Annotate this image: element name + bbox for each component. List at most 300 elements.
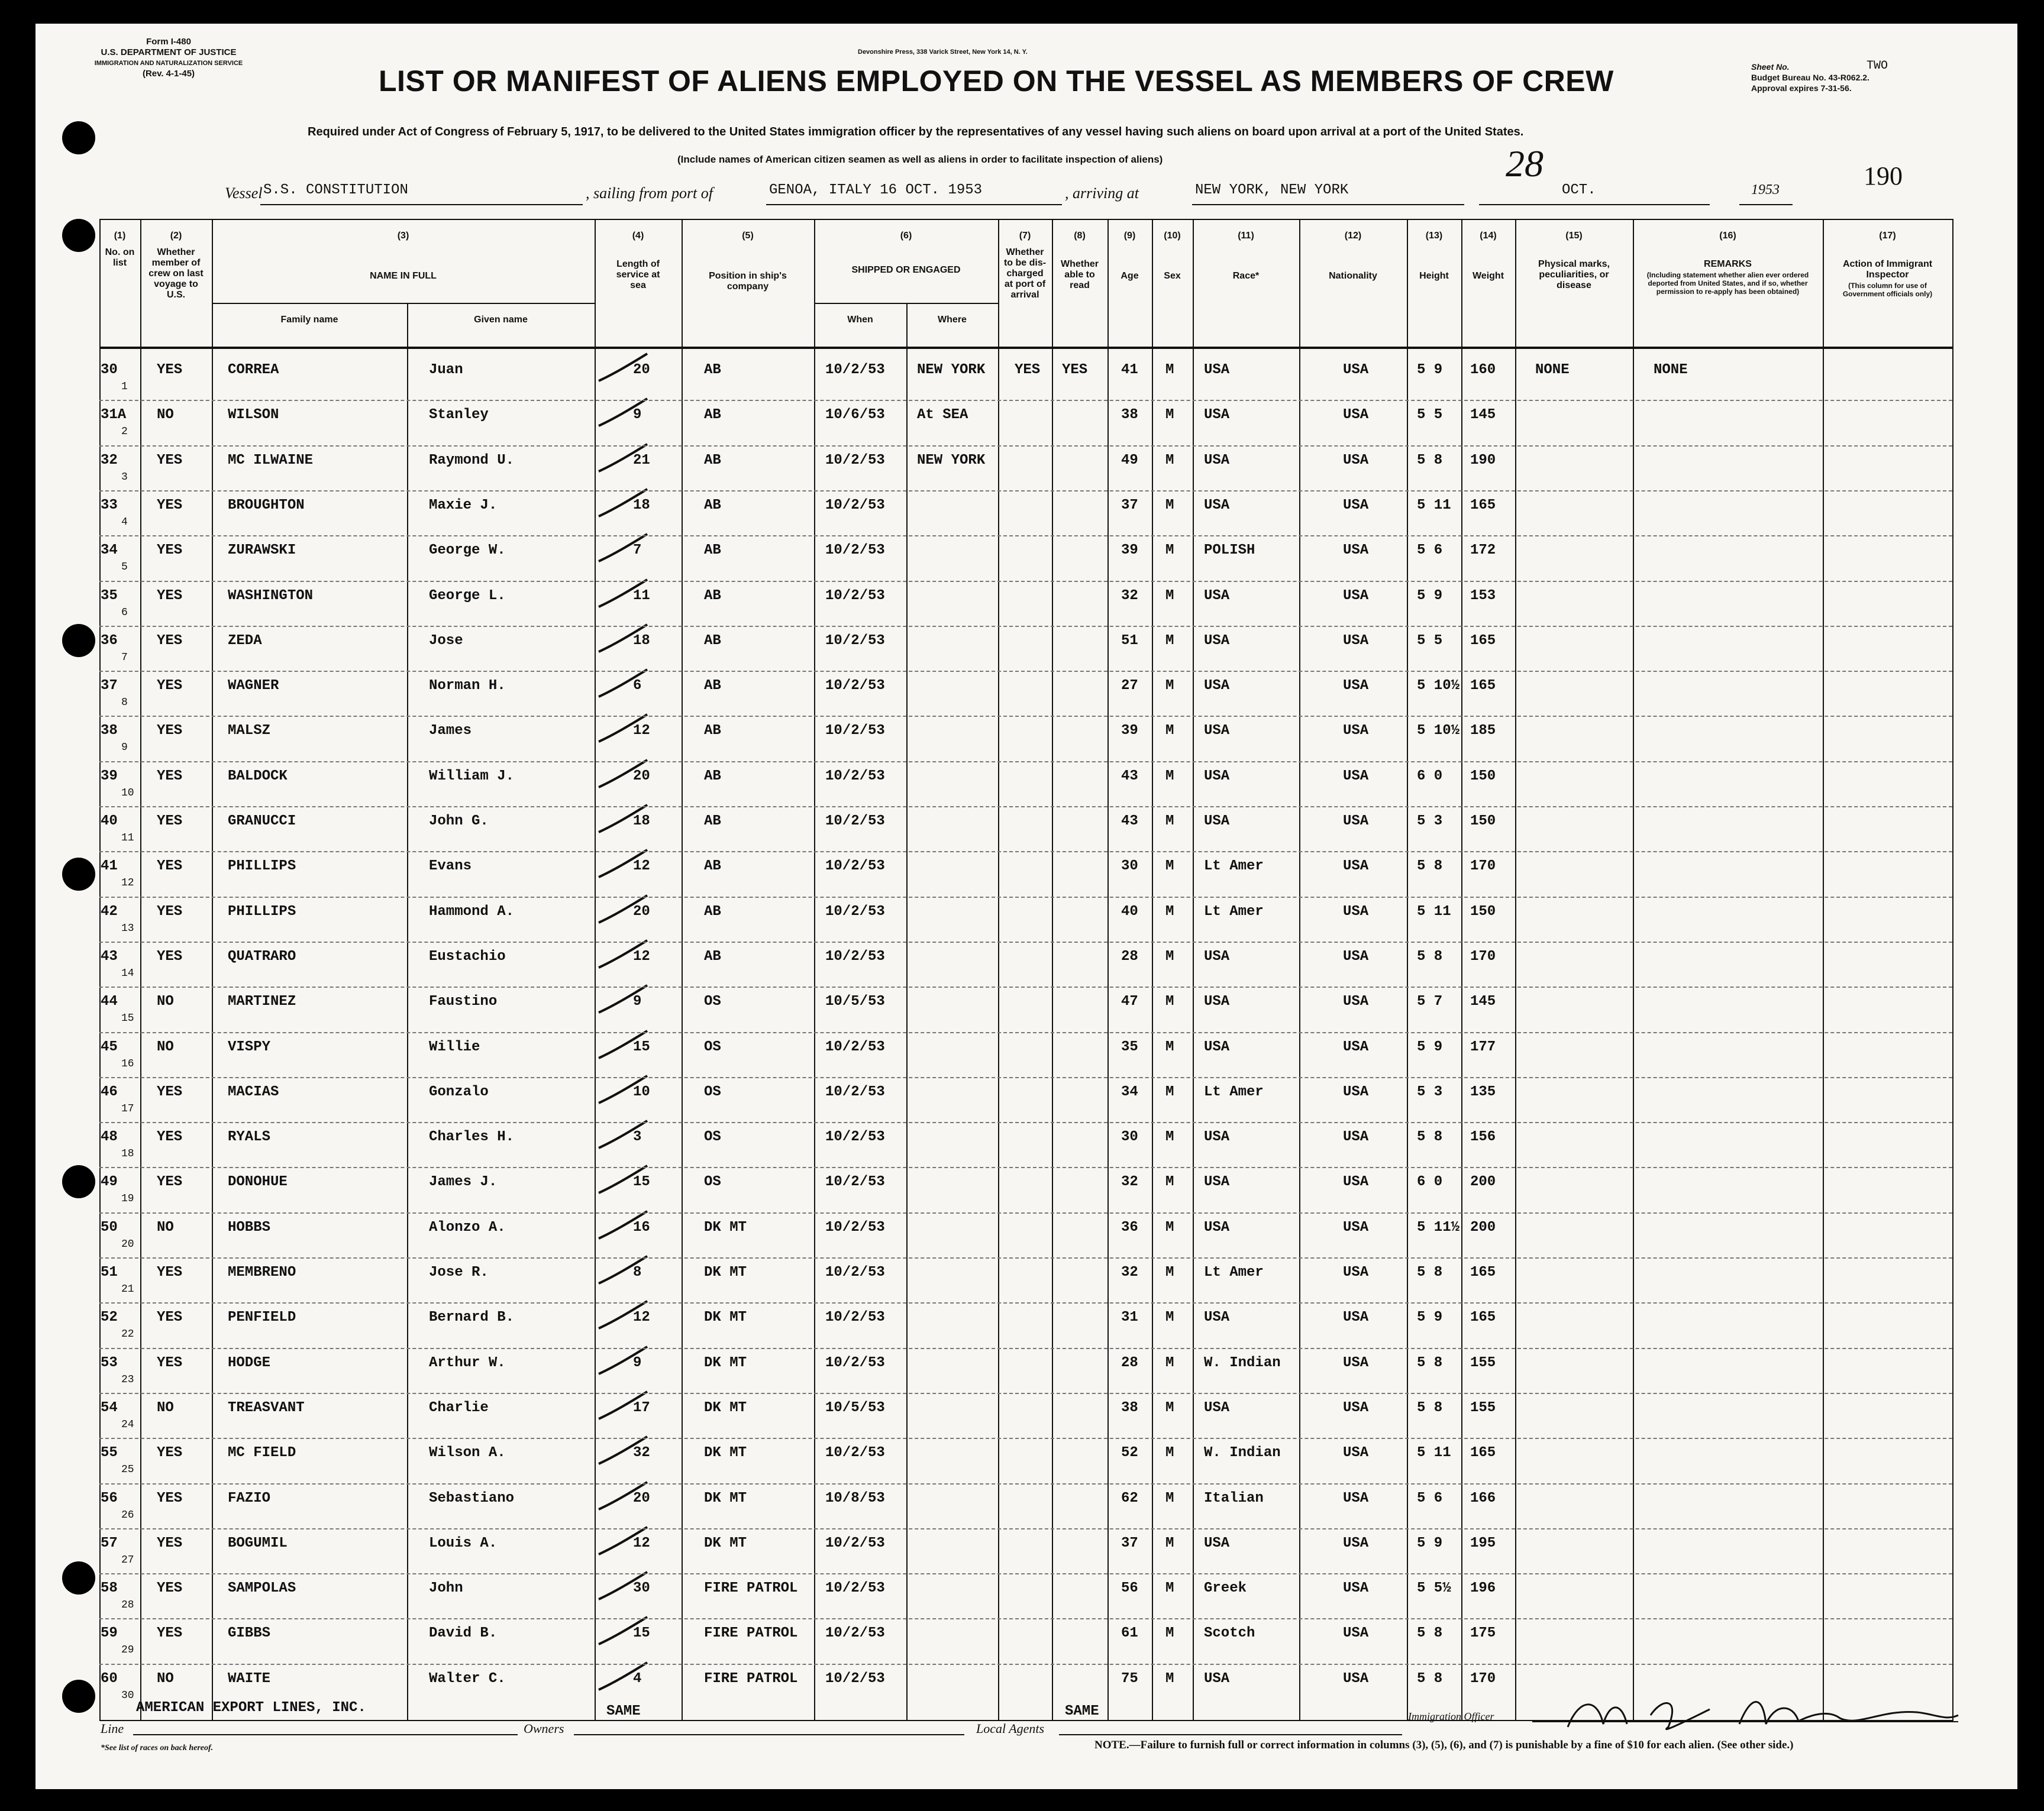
cell-age: 39 [1121, 542, 1138, 559]
cell-sub-no: 28 [121, 1599, 134, 1612]
cell-where: NEW YORK [917, 362, 986, 378]
cell-height: 5 11 [1417, 1445, 1451, 1461]
cell-service: 8 [633, 1265, 642, 1280]
cell-sub-no: 7 [121, 651, 128, 664]
arriving-label: , arriving at [1065, 185, 1139, 202]
cell-position: AB [704, 948, 721, 965]
col-header-remarks: (16) REMARKS (Including statement whether alien ever ordered deported from United States, and if so, whether permission to re-apply has been obtained) [1646, 231, 1809, 296]
cell-when: 10/6/53 [825, 407, 885, 423]
cell-weight: 170 [1470, 858, 1496, 875]
sailing-port: GENOA, ITALY 16 OCT. 1953 [769, 182, 983, 198]
cell-age: 75 [1121, 1670, 1138, 1687]
subtitle-act: Required under Act of Congress of February 5, 1917, to be delivered to the United States immigration officer by the representatives of any vessel having such aliens on board upon arrival at a port of the United States. [308, 125, 1524, 138]
cell-sex: M [1165, 813, 1174, 829]
cell-sex: M [1165, 994, 1174, 1010]
cell-given-name: Sebastiano [429, 1490, 515, 1506]
cell-service: 16 [633, 1219, 650, 1236]
cell-when: 10/2/53 [825, 858, 885, 875]
cell-weight: 165 [1470, 1309, 1496, 1326]
cell-weight: 165 [1470, 1265, 1496, 1280]
cell-nationality: USA [1343, 587, 1369, 604]
arriving-port: NEW YORK, NEW YORK [1195, 182, 1349, 198]
cell-when: 10/2/53 [825, 948, 885, 965]
cell-sex: M [1165, 948, 1174, 965]
cell-position: OS [704, 1084, 721, 1100]
cell-weight: 165 [1470, 1445, 1496, 1461]
stamp-number: 190 [1864, 161, 1903, 190]
officer-label: Immigration Officer [1408, 1710, 1494, 1722]
cell-position: FIRE PATROL [704, 1670, 798, 1687]
cell-nationality: USA [1343, 497, 1369, 513]
cell-family-name: SAMPOLAS [228, 1580, 296, 1597]
cell-nationality: USA [1343, 1490, 1369, 1506]
cell-service: 15 [633, 1174, 650, 1191]
cell-race: Italian [1204, 1490, 1264, 1506]
cell-sub-no: 16 [121, 1058, 134, 1070]
cell-sub-no: 23 [121, 1373, 134, 1386]
cell-race: Scotch [1204, 1625, 1255, 1642]
cell-nationality: USA [1343, 1265, 1369, 1280]
cell-nationality: USA [1343, 903, 1369, 920]
cell-position: DK MT [704, 1309, 747, 1326]
cell-height: 5 8 [1417, 1625, 1443, 1642]
cell-nationality: USA [1343, 678, 1369, 694]
cell-age: 30 [1121, 1129, 1138, 1146]
cell-no: 46 [101, 1084, 118, 1100]
cell-race: Greek [1204, 1580, 1247, 1597]
cell-age: 49 [1121, 452, 1138, 468]
cell-position: AB [704, 407, 721, 423]
cell-when: 10/5/53 [825, 1399, 885, 1416]
cell-given-name: Maxie J. [429, 497, 498, 513]
cell-given-name: Norman H. [429, 678, 506, 694]
cell-given-name: Faustino [429, 994, 498, 1010]
cell-given-name: Eustachio [429, 948, 506, 965]
cell-service: 4 [633, 1670, 642, 1687]
cell-nationality: USA [1343, 632, 1369, 649]
cell-given-name: Raymond U. [429, 452, 515, 468]
col-header-no: (1) No. on list [105, 231, 135, 268]
cell-race: W. Indian [1204, 1445, 1281, 1461]
cell-position: FIRE PATROL [704, 1580, 798, 1597]
cell-crew: YES [157, 903, 183, 920]
binder-hole [62, 858, 95, 891]
cell-when: 10/2/53 [825, 1265, 885, 1280]
row-divider [99, 626, 1952, 627]
cell-family-name: QUATRARO [228, 948, 296, 965]
cell-race: Lt Amer [1204, 903, 1264, 920]
cell-given-name: John G. [429, 813, 489, 829]
cell-given-name: James J. [429, 1174, 498, 1191]
cell-height: 5 11 [1417, 497, 1451, 513]
cell-no: 50 [101, 1219, 118, 1236]
cell-position: AB [704, 632, 721, 649]
cell-given-name: Evans [429, 858, 472, 875]
cell-position: OS [704, 1129, 721, 1146]
cell-race: USA [1204, 948, 1230, 965]
cell-weight: 185 [1470, 723, 1496, 739]
col-header-crew: (2) Whether member of crew on last voyage to U.S. [148, 231, 204, 300]
cell-weight: 165 [1470, 497, 1496, 513]
cell-service: 30 [633, 1580, 650, 1597]
cell-age: 56 [1121, 1580, 1138, 1597]
cell-family-name: MC ILWAINE [228, 452, 314, 468]
cell-nationality: USA [1343, 1399, 1369, 1416]
cell-race: USA [1204, 1219, 1230, 1236]
cell-no: 38 [101, 723, 118, 739]
cell-no: 30 [101, 362, 118, 378]
cell-when: 10/2/53 [825, 813, 885, 829]
cell-age: 62 [1121, 1490, 1138, 1506]
cell-when: 10/2/53 [825, 542, 885, 559]
sheet-label: Sheet No. [1751, 62, 1790, 72]
row-divider [99, 1302, 1952, 1304]
cell-nationality: USA [1343, 948, 1369, 965]
page-title: LIST OR MANIFEST OF ALIENS EMPLOYED ON THE VESSEL AS MEMBERS OF CREW [379, 64, 1614, 98]
cell-race: USA [1204, 362, 1230, 378]
cell-weight: 175 [1470, 1625, 1496, 1642]
line-label: Line [101, 1721, 124, 1736]
row-divider [99, 1348, 1952, 1349]
cell-family-name: TREASVANT [228, 1399, 305, 1416]
cell-race: USA [1204, 1399, 1230, 1416]
cell-weight: 190 [1470, 452, 1496, 468]
races-note: *See list of races on back hereof. [101, 1744, 214, 1752]
cell-family-name: ZURAWSKI [228, 542, 296, 559]
cell-no: 34 [101, 542, 118, 559]
cell-crew: YES [157, 723, 183, 739]
cell-crew: YES [157, 1084, 183, 1100]
cell-no: 31A [101, 407, 127, 423]
cell-position: AB [704, 542, 721, 559]
agents-underline [1059, 1734, 1402, 1735]
cell-no: 51 [101, 1265, 118, 1280]
cell-weight: 196 [1470, 1580, 1496, 1597]
cell-weight: 150 [1470, 813, 1496, 829]
col-header-sex: (10) Sex [1164, 231, 1181, 281]
cell-sub-no: 9 [121, 742, 128, 754]
row-divider [99, 535, 1952, 536]
cell-no: 33 [101, 497, 118, 513]
cell-no: 58 [101, 1580, 118, 1597]
cell-when: 10/2/53 [825, 452, 885, 468]
cell-position: DK MT [704, 1265, 747, 1280]
cell-marks: NONE [1535, 362, 1570, 378]
cell-crew: YES [157, 632, 183, 649]
budget-bureau: Budget Bureau No. 43-R062.2. [1751, 73, 1869, 82]
cell-position: DK MT [704, 1219, 747, 1236]
arrival-day: 28 [1506, 143, 1544, 185]
cell-read: YES [1062, 362, 1088, 378]
cell-family-name: MEMBRENO [228, 1265, 296, 1280]
subtitle-include: (Include names of American citizen seamen as well as aliens in order to facilitate inspection of aliens) [677, 154, 1163, 165]
column-rule [140, 219, 141, 1721]
cell-height: 6 0 [1417, 768, 1443, 784]
row-divider [99, 581, 1952, 582]
cell-service: 9 [633, 407, 642, 423]
cell-crew: YES [157, 768, 183, 784]
cell-sex: M [1165, 497, 1174, 513]
row-divider [99, 1483, 1952, 1485]
cell-no: 60 [101, 1670, 118, 1687]
cell-position: AB [704, 813, 721, 829]
cell-race: USA [1204, 1309, 1230, 1326]
cell-race: USA [1204, 678, 1230, 694]
cell-given-name: George W. [429, 542, 506, 559]
cell-age: 37 [1121, 497, 1138, 513]
sheet-block [1751, 62, 1869, 93]
cell-crew: NO [157, 1219, 174, 1236]
cell-nationality: USA [1343, 768, 1369, 784]
cell-when: 10/2/53 [825, 1535, 885, 1551]
cell-position: AB [704, 497, 721, 513]
cell-age: 61 [1121, 1625, 1138, 1642]
row-divider [99, 1393, 1952, 1394]
cell-service: 21 [633, 452, 650, 468]
cell-crew: YES [157, 1490, 183, 1506]
col-header-height: (13) Height [1419, 231, 1449, 281]
form-line: U.S. DEPARTMENT OF JUSTICE [101, 47, 237, 57]
cell-position: AB [704, 903, 721, 920]
cell-when: 10/2/53 [825, 768, 885, 784]
cell-service: 12 [633, 1535, 650, 1551]
column-rule [1052, 219, 1053, 1721]
col-header-service: (4) Length of service at sea [616, 231, 660, 290]
column-rule [1193, 219, 1194, 1721]
name-subheader-rule [212, 303, 595, 304]
cell-crew: YES [157, 1535, 183, 1551]
cell-position: AB [704, 362, 721, 378]
cell-height: 5 7 [1417, 994, 1443, 1010]
cell-weight: 165 [1470, 678, 1496, 694]
cell-service: 20 [633, 903, 650, 920]
cell-race: USA [1204, 1670, 1230, 1687]
cell-given-name: Arthur W. [429, 1354, 506, 1371]
cell-sex: M [1165, 1399, 1174, 1416]
cell-remarks: NONE [1654, 362, 1688, 378]
row-divider [99, 851, 1952, 852]
cell-age: 35 [1121, 1039, 1138, 1055]
cell-sex: M [1165, 452, 1174, 468]
owners-value: SAME [606, 1703, 641, 1719]
cell-when: 10/2/53 [825, 1219, 885, 1236]
binder-hole [62, 1561, 95, 1595]
column-rule [1299, 219, 1300, 1721]
cell-age: 36 [1121, 1219, 1138, 1236]
cell-race: USA [1204, 723, 1230, 739]
cell-position: DK MT [704, 1445, 747, 1461]
cell-no: 42 [101, 903, 118, 920]
cell-nationality: USA [1343, 723, 1369, 739]
cell-service: 17 [633, 1399, 650, 1416]
cell-when: 10/2/53 [825, 1039, 885, 1055]
cell-height: 5 8 [1417, 858, 1443, 875]
cell-crew: YES [157, 1445, 183, 1461]
cell-weight: 166 [1470, 1490, 1496, 1506]
cell-sub-no: 20 [121, 1238, 134, 1250]
column-rule [998, 219, 999, 1721]
col-header-position: (5) Position in ship's company [709, 231, 787, 292]
cell-sub-no: 10 [121, 787, 134, 799]
column-rule [1823, 219, 1824, 1721]
cell-nationality: USA [1343, 1219, 1369, 1236]
cell-race: USA [1204, 1535, 1230, 1551]
cell-age: 43 [1121, 813, 1138, 829]
cell-position: DK MT [704, 1535, 747, 1551]
cell-sub-no: 3 [121, 471, 128, 483]
cell-height: 5 8 [1417, 948, 1443, 965]
cell-age: 27 [1121, 678, 1138, 694]
cell-no: 45 [101, 1039, 118, 1055]
cell-sex: M [1165, 1445, 1174, 1461]
cell-given-name: James [429, 723, 472, 739]
cell-weight: 170 [1470, 948, 1496, 965]
cell-family-name: ZEDA [228, 632, 262, 649]
form-line: (Rev. 4-1-45) [142, 69, 195, 79]
cell-when: 10/2/53 [825, 723, 885, 739]
cell-sex: M [1165, 1354, 1174, 1371]
row-divider [99, 1122, 1952, 1123]
cell-sub-no: 18 [121, 1148, 134, 1160]
cell-sex: M [1165, 542, 1174, 559]
cell-when: 10/2/53 [825, 497, 885, 513]
row-divider [99, 1167, 1952, 1168]
col-header-when: When [847, 315, 873, 325]
column-rule [1107, 219, 1109, 1721]
cell-family-name: BALDOCK [228, 768, 288, 784]
agents-label: Local Agents [976, 1721, 1045, 1736]
cell-age: 52 [1121, 1445, 1138, 1461]
cell-service: 11 [633, 587, 650, 604]
cell-age: 32 [1121, 1174, 1138, 1191]
cell-race: USA [1204, 813, 1230, 829]
cell-sub-no: 21 [121, 1283, 134, 1295]
cell-weight: 170 [1470, 1670, 1496, 1687]
cell-when: 10/2/53 [825, 1129, 885, 1146]
row-divider [99, 445, 1952, 447]
col-header-read: (8) Whether able to read [1061, 231, 1099, 290]
cell-sub-no: 6 [121, 606, 128, 619]
cell-position: FIRE PATROL [704, 1625, 798, 1642]
cell-nationality: USA [1343, 1535, 1369, 1551]
cell-sub-no: 12 [121, 877, 134, 890]
cell-family-name: VISPY [228, 1039, 271, 1055]
cell-sub-no: 26 [121, 1509, 134, 1521]
cell-nationality: USA [1343, 1670, 1369, 1687]
row-divider [99, 1032, 1952, 1033]
column-rule [212, 219, 213, 1721]
arrival-year: 1953 [1751, 182, 1780, 198]
cell-service: 6 [633, 678, 642, 694]
cell-sex: M [1165, 1219, 1174, 1236]
cell-sex: M [1165, 1265, 1174, 1280]
cell-sub-no: 15 [121, 1013, 134, 1025]
cell-no: 41 [101, 858, 118, 875]
cell-no: 40 [101, 813, 118, 829]
cell-height: 5 5½ [1417, 1580, 1451, 1597]
cell-weight: 155 [1470, 1399, 1496, 1416]
cell-crew: YES [157, 1265, 183, 1280]
cell-sex: M [1165, 587, 1174, 604]
cell-sex: M [1165, 1039, 1174, 1055]
cell-family-name: HODGE [228, 1354, 271, 1371]
year-underline [1739, 204, 1793, 205]
row-divider [99, 671, 1952, 672]
col-header-weight: (14) Weight [1472, 231, 1504, 281]
cell-given-name: William J. [429, 768, 515, 784]
cell-crew: YES [157, 542, 183, 559]
column-rule [1152, 219, 1153, 1721]
shipped-subheader-rule [814, 303, 998, 304]
cell-service: 12 [633, 723, 650, 739]
cell-sex: M [1165, 362, 1174, 378]
col-header-discharged: (7) Whether to be dis-charged at port of arrival [1003, 231, 1047, 300]
cell-given-name: Bernard B. [429, 1309, 515, 1326]
cell-sex: M [1165, 858, 1174, 875]
vessel-name: S.S. CONSTITUTION [263, 182, 408, 198]
fine-note: NOTE.—Failure to furnish full or correct information in columns (3), (5), (6), and (7) is punishable by a fine of $10 for each alien. (See other side.) [1094, 1739, 1794, 1751]
cell-family-name: BOGUMIL [228, 1535, 288, 1551]
cell-height: 5 6 [1417, 1490, 1443, 1506]
col-header-given: Given name [474, 315, 528, 325]
cell-position: AB [704, 723, 721, 739]
cell-sex: M [1165, 1084, 1174, 1100]
cell-family-name: PHILLIPS [228, 903, 296, 920]
binder-hole [62, 624, 95, 657]
cell-when: 10/2/53 [825, 632, 885, 649]
cell-sex: M [1165, 678, 1174, 694]
cell-service: 20 [633, 362, 650, 378]
cell-no: 55 [101, 1445, 118, 1461]
column-rule [906, 303, 908, 1720]
cell-race: Lt Amer [1204, 1084, 1264, 1100]
cell-sub-no: 5 [121, 561, 128, 574]
cell-weight: 172 [1470, 542, 1496, 559]
cell-sex: M [1165, 768, 1174, 784]
row-divider [99, 1257, 1952, 1259]
cell-where: NEW YORK [917, 452, 986, 468]
cell-race: USA [1204, 994, 1230, 1010]
cell-crew: NO [157, 1399, 174, 1416]
cell-when: 10/2/53 [825, 1174, 885, 1191]
cell-family-name: MARTINEZ [228, 994, 296, 1010]
cell-no: 37 [101, 678, 118, 694]
cell-sex: M [1165, 1490, 1174, 1506]
cell-family-name: DONOHUE [228, 1174, 288, 1191]
sheet-number: TWO [1867, 59, 1888, 73]
owners-label: Owners [524, 1721, 564, 1736]
cell-race: W. Indian [1204, 1354, 1281, 1371]
cell-nationality: USA [1343, 1445, 1369, 1461]
cell-crew: YES [157, 1354, 183, 1371]
cell-height: 5 9 [1417, 362, 1443, 378]
cell-sex: M [1165, 1625, 1174, 1642]
cell-service: 15 [633, 1625, 650, 1642]
cell-no: 48 [101, 1129, 118, 1146]
cell-when: 10/2/53 [825, 1084, 885, 1100]
line-underline [133, 1734, 518, 1735]
row-divider [99, 897, 1952, 898]
check-mark-icon [596, 350, 650, 386]
approval-expiry: Approval expires 7-31-56. [1751, 83, 1852, 93]
binder-hole [62, 121, 95, 154]
cell-height: 5 3 [1417, 1084, 1443, 1100]
cell-service: 15 [633, 1039, 650, 1055]
cell-age: 47 [1121, 994, 1138, 1010]
arriving-underline [1192, 204, 1464, 205]
cell-sub-no: 8 [121, 697, 128, 709]
cell-service: 18 [633, 632, 650, 649]
